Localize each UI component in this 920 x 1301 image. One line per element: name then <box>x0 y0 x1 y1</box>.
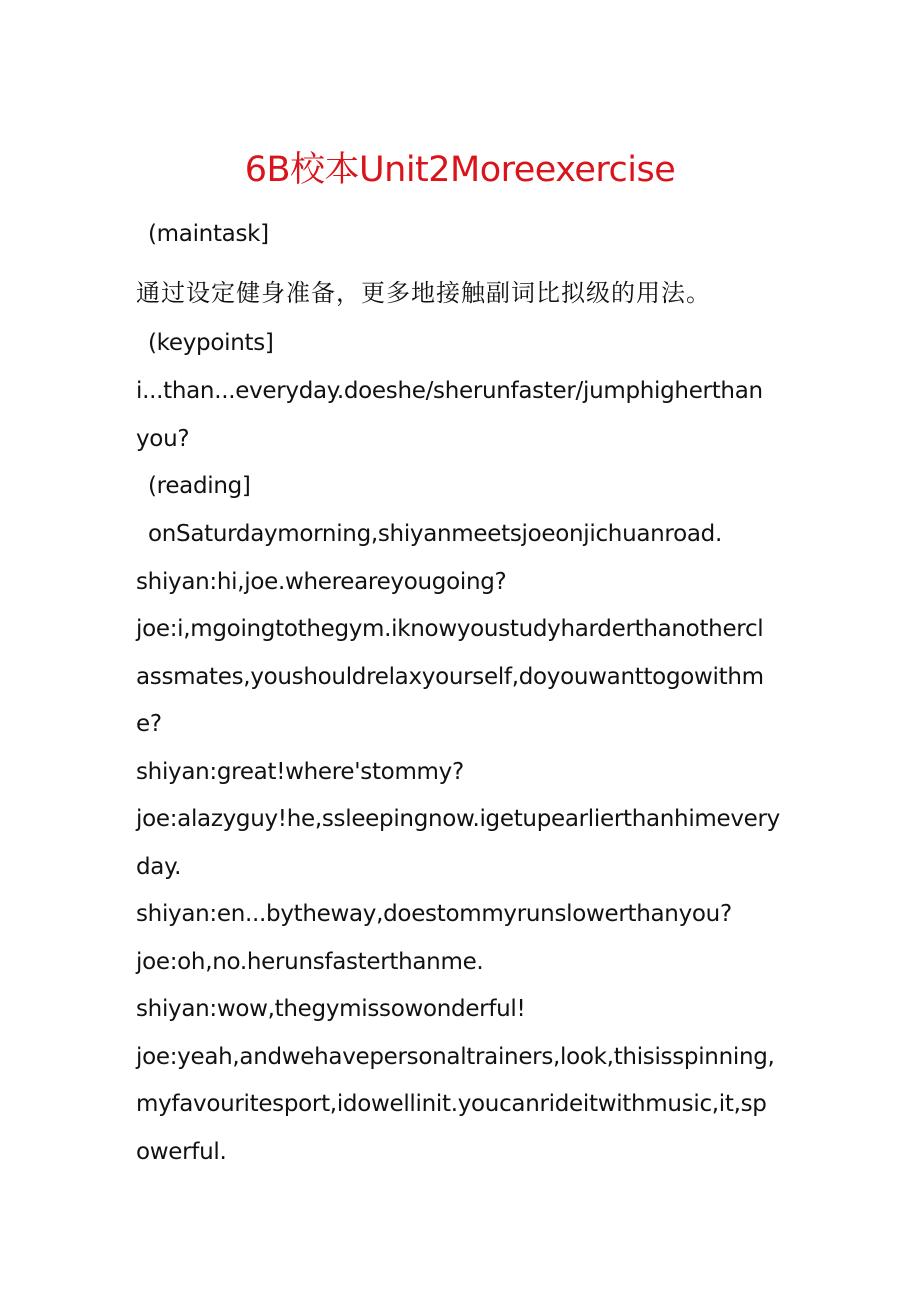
body-line: shiyan:hi,joe.whereareyougoing? <box>136 569 507 595</box>
body-line: onSaturdaymorning,shiyanmeetsjoeonjichuanroad. <box>148 521 722 547</box>
body-line: 通过设定健身准备，更多地接触副词比拟级的用法。 <box>136 279 711 307</box>
body-line: joe:yeah,andwehavepersonaltrainers,look,thisisspinning, <box>136 1044 775 1070</box>
body-line: shiyan:great!where'stommy? <box>136 759 464 785</box>
body-line: owerful. <box>136 1139 227 1165</box>
section-heading-keypoints: (keypoints] <box>148 330 274 356</box>
body-line: myfavouritesport,idowellinit.youcanrideitwithmusic,it,sp <box>136 1091 767 1117</box>
body-line: shiyan:en...bytheway,doestommyrunslowerthanyou? <box>136 901 732 927</box>
body-line: i...than...everyday.doeshe/sherunfaster/jumphigherthan <box>136 378 763 404</box>
section-heading-maintask: (maintask] <box>148 221 269 247</box>
body-line: shiyan:wow,thegymissowonderful! <box>136 996 526 1022</box>
body-line: day. <box>136 854 182 880</box>
body-line: assmates,youshouldrelaxyourself,doyouwanttogowithm <box>136 664 764 690</box>
body-line: joe:i,mgoingtothegym.iknowyoustudyharderthanothercl <box>136 616 764 642</box>
body-line: you? <box>136 426 190 452</box>
document-title: 6B校本Unit2Moreexercise <box>244 150 676 190</box>
body-line: joe:oh,no.herunsfasterthanme. <box>136 949 484 975</box>
body-line: e? <box>136 711 162 737</box>
body-line: joe:alazyguy!he,ssleepingnow.igetupearlierthanhimevery <box>136 806 780 832</box>
section-heading-reading: (reading] <box>148 473 251 499</box>
